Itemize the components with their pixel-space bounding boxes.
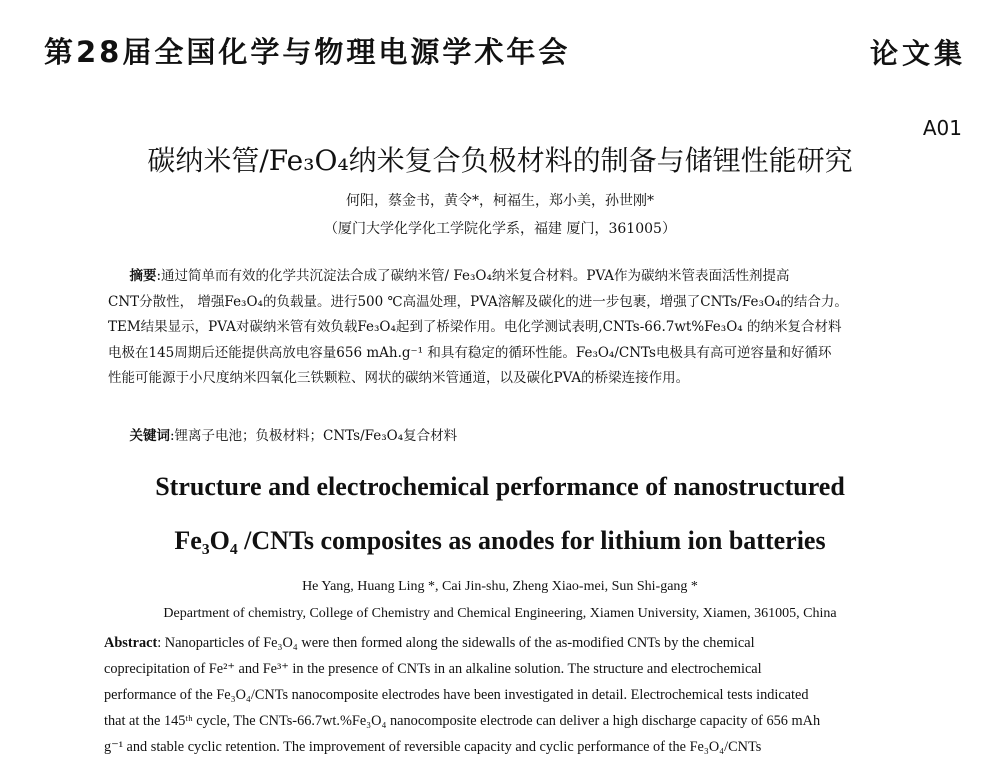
english-abstract-line: that at the 145ᵗʰ cycle, The CNTs-66.7wt.%Fe₃O₄ nanocomposite electrode can deliver a high discharge capacity of 656 mAh — [104, 713, 821, 729]
english-affiliation: Department of chemistry, College of Chemistry and Chemical Engineering, Xiamen University, Xiamen, 361005, China — [163, 606, 837, 621]
chinese-abstract — [108, 264, 898, 392]
english-abstract-line: performance of the Fe₃O₄/CNTs nanocomposite electrodes have been investigated in detail. Electrochemical tests indicated — [104, 687, 809, 703]
chinese-authors: 何阳，蔡金书，黄令*，柯福生，郑小美，孙世刚* — [346, 193, 654, 209]
chinese-abstract-line: CNT分散性， 增强Fe₃O₄的负载量。进行500 ℃高温处理，PVA溶解及碳化的进一步包裹，增强了CNTs/Fe₃O₄的结合力。 — [108, 293, 848, 310]
chinese-keywords-text: :锂离子电池；负极材料；CNTs/Fe₃O₄复合材料 — [169, 428, 458, 444]
chinese-keywords-label: 关键词 — [129, 428, 170, 444]
chinese-abstract-text: :通过简单而有效的化学共沉淀法合成了碳纳米管/ Fe₃O₄纳米复合材料。PVA作为碳纳米管表面活性剂提高 — [156, 268, 790, 284]
english-abstract-line: coprecipitation of Fe²⁺ and Fe³⁺ in the presence of CNTs in an alkaline solution. The structure and electrochemical — [104, 661, 762, 677]
english-abstract-text: : Nanoparticles of Fe₃O₄ were then formed along the sidewalls of the as-modified CNTs by the chemical — [157, 635, 755, 651]
conference-title: 第28届全国化学与物理电源学术年会 — [44, 35, 571, 69]
proceedings-label: 论文集 — [869, 37, 966, 70]
chinese-abstract-line: 性能可能源于小尺度纳米四氧化三铁颗粒、网状的碳纳米管通道，以及碳化PVA的桥梁连接作用。 — [108, 370, 690, 386]
english-abstract-line — [104, 630, 900, 656]
chinese-abstract-line — [108, 264, 898, 290]
chinese-abstract-line: TEM结果显示，PVA对碳纳米管有效负载Fe₃O₄起到了桥梁作用。电化学测试表明,CNTs-66.7wt%Fe₃O₄ 的纳米复合材料 — [108, 319, 842, 335]
chinese-title: 碳纳米管/Fe₃O₄纳米复合负极材料的制备与储锂性能研究 — [147, 144, 853, 177]
chinese-abstract-label: 摘要 — [129, 268, 157, 284]
paper-code: A01 — [922, 116, 962, 140]
chinese-affiliation: （厦门大学化学化工学院化学系，福建 厦门，361005） — [324, 221, 676, 237]
english-abstract — [104, 630, 900, 760]
chinese-abstract-line: 电极在145周期后还能提供高放电容量656 mAh.g⁻¹ 和具有稳定的循环性能。Fe₃O₄/CNTs电极具有高可逆容量和好循环 — [108, 344, 832, 361]
english-abstract-label: Abstract — [104, 635, 158, 651]
english-title-line2: Fe₃O₄ /CNTs composites as anodes for lithium ion batteries — [174, 526, 826, 555]
chinese-keywords — [108, 424, 898, 450]
english-authors: He Yang, Huang Ling *, Cai Jin-shu, Zheng Xiao-mei, Sun Shi-gang * — [302, 579, 698, 594]
english-abstract-line: g⁻¹ and stable cyclic retention. The improvement of reversible capacity and cyclic performance of the Fe₃O₄/CNTs — [104, 739, 762, 755]
english-title-line1: Structure and electrochemical performance of nanostructured — [155, 472, 845, 501]
